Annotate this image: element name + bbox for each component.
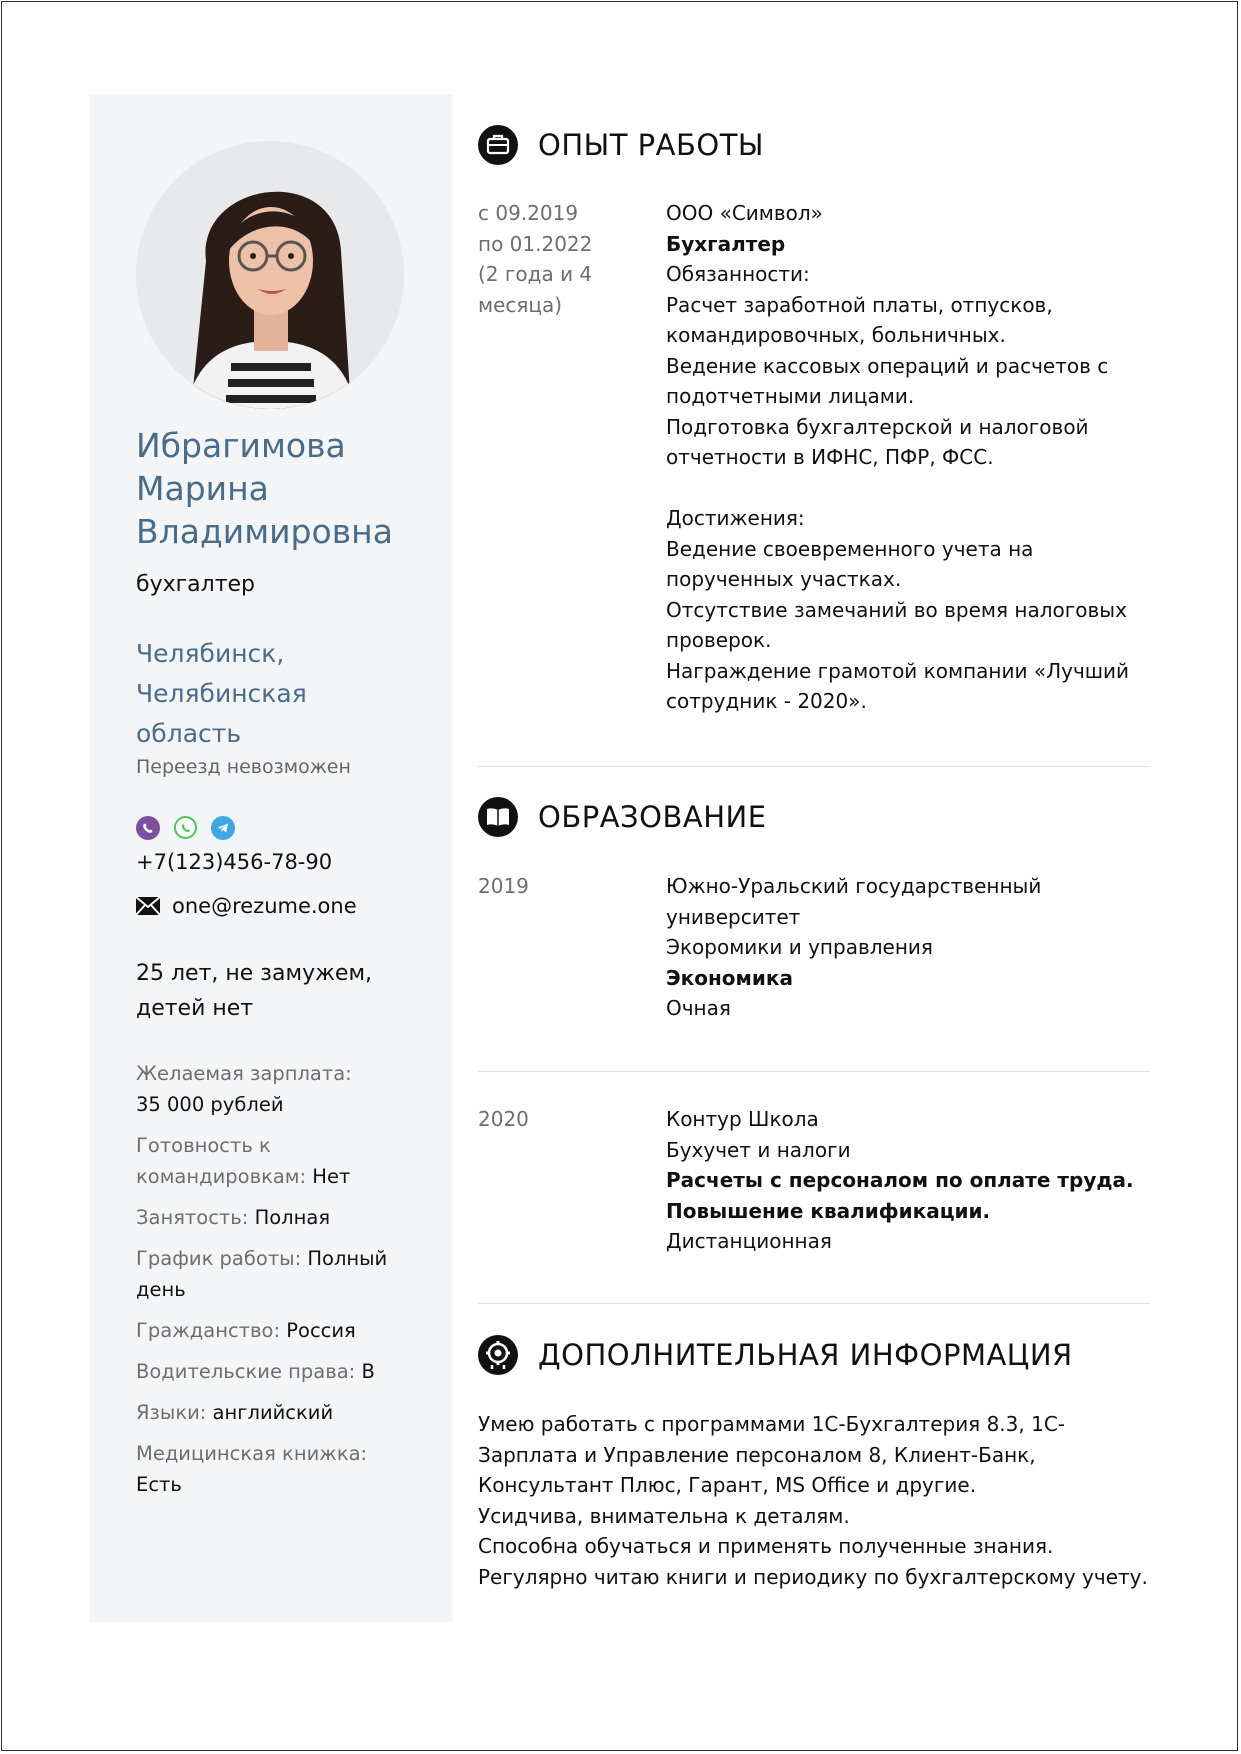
experience-header <box>478 125 764 165</box>
additional-line: Регулярно читаю книги и периодику по бухгалтерскому учету. <box>478 1564 1148 1589</box>
period-line: с 09.2019 <box>478 201 579 225</box>
divider <box>478 1071 1150 1072</box>
detail-driving-license: Водительские права: B <box>136 1360 375 1383</box>
achievement-line: Ведение своевременного учета на <box>666 536 1034 561</box>
company-name: ООО «Символ» <box>666 201 823 225</box>
first-name: Марина <box>136 469 269 508</box>
education-line: университет <box>666 904 801 929</box>
profile-photo <box>136 141 404 409</box>
email-address[interactable]: one@rezume.one <box>172 894 357 918</box>
divider <box>478 766 1150 767</box>
gear-head-icon <box>478 1335 518 1375</box>
divider <box>478 1303 1150 1304</box>
duty-line: Расчет заработной платы, отпусков, <box>666 292 1053 317</box>
detail-business-trips: Готовность к командировкам: Нет <box>136 1134 351 1188</box>
detail-languages: Языки: английский <box>136 1401 334 1424</box>
middle-name: Владимировна <box>136 512 393 551</box>
achievement-line: Отсутствие замечаний во время налоговых <box>666 597 1127 622</box>
duty-line: командировочных, больничных. <box>666 323 1006 347</box>
education-line: Бухучет и налоги <box>666 1137 851 1162</box>
additional-text <box>478 1409 1178 1592</box>
achievements-label: Достижения: <box>666 506 805 530</box>
additional-line: Зарплата и Управление персоналом 8, Клиент-Банк, <box>478 1442 1036 1467</box>
telegram-icon[interactable] <box>211 816 235 840</box>
education-entry <box>666 871 1166 1024</box>
additional-line: Способна обучаться и применять полученные знания. <box>478 1534 1054 1558</box>
detail-citizenship: Гражданство: Россия <box>136 1319 356 1342</box>
period-line: месяца) <box>478 292 563 317</box>
whatsapp-icon[interactable] <box>174 816 197 839</box>
additional-header <box>478 1335 1073 1375</box>
achievement-line: Награждение грамотой компании «Лучший <box>666 658 1130 683</box>
detail-salary: Желаемая зарплата: 35 000 рублей <box>136 1062 352 1116</box>
education-header <box>478 797 767 837</box>
period-line: (2 года и 4 <box>478 262 593 286</box>
education-line: Экоромики и управления <box>666 935 933 959</box>
details-list <box>136 1058 426 1510</box>
messenger-icons <box>136 816 235 840</box>
phone-number[interactable]: +7(123)456-78-90 <box>136 850 333 874</box>
viber-icon[interactable] <box>136 816 160 840</box>
envelope-icon <box>136 897 160 915</box>
role-title: Бухгалтер <box>666 231 786 256</box>
education-line: Экономика <box>666 965 793 990</box>
last-name: Ибрагимова <box>136 426 346 465</box>
education-line: Расчеты с персоналом по оплате труда. <box>666 1168 1134 1192</box>
experience-title: ОПЫТ РАБОТЫ <box>538 128 765 162</box>
experience-entry <box>666 198 1166 717</box>
education-line: Южно-Уральский государственный <box>666 874 1042 898</box>
personal-info <box>136 956 416 1026</box>
education-year: 2019 <box>478 874 529 898</box>
experience-period <box>478 198 638 320</box>
duties-label: Обязанности: <box>666 262 810 286</box>
city-line: область <box>136 719 242 748</box>
education-line: Повышение квалификации. <box>666 1198 991 1223</box>
relocation-status: Переезд невозможен <box>136 756 351 778</box>
education-line: Контур Школа <box>666 1107 819 1131</box>
achievement-line: сотрудник - 2020». <box>666 689 867 713</box>
detail-employment: Занятость: Полная <box>136 1206 331 1229</box>
education-entry <box>666 1104 1166 1257</box>
sidebar <box>89 94 453 1622</box>
period-line: по 01.2022 <box>478 231 593 256</box>
book-icon <box>478 797 518 837</box>
education-line: Дистанционная <box>666 1229 832 1253</box>
duty-line: отчетности в ИФНС, ПФР, ФСС. <box>666 445 994 469</box>
personal-line: детей нет <box>136 996 254 1021</box>
email-row <box>136 894 357 918</box>
city <box>136 634 416 754</box>
additional-line: Усидчива, внимательна к деталям. <box>478 1503 850 1528</box>
additional-line: Консультант Плюс, Гарант, MS Office и другие. <box>478 1473 977 1497</box>
detail-medical-book: Медицинская книжка: Есть <box>136 1442 368 1496</box>
duty-line: Ведение кассовых операций и расчетов с <box>666 353 1109 378</box>
education-title: ОБРАЗОВАНИЕ <box>538 800 767 834</box>
detail-schedule: График работы: Полный день <box>136 1247 388 1301</box>
full-name <box>136 424 436 553</box>
briefcase-icon <box>478 125 518 165</box>
additional-title: ДОПОЛНИТЕЛЬНАЯ ИНФОРМАЦИЯ <box>538 1338 1073 1372</box>
education-line: Очная <box>666 996 731 1020</box>
duty-line: Подготовка бухгалтерской и налоговой <box>666 414 1089 439</box>
education-year: 2020 <box>478 1107 529 1131</box>
achievement-line: порученных участках. <box>666 567 902 591</box>
duty-line: подотчетными лицами. <box>666 384 915 408</box>
achievement-line: проверок. <box>666 628 772 652</box>
additional-line: Умею работать с программами 1С-Бухгалтерия 8.3, 1С- <box>478 1412 1066 1436</box>
city-line: Челябинск, <box>136 639 285 668</box>
job-title: бухгалтер <box>136 572 256 597</box>
personal-line: 25 лет, не замужем, <box>136 961 373 986</box>
city-line: Челябинская <box>136 679 307 708</box>
